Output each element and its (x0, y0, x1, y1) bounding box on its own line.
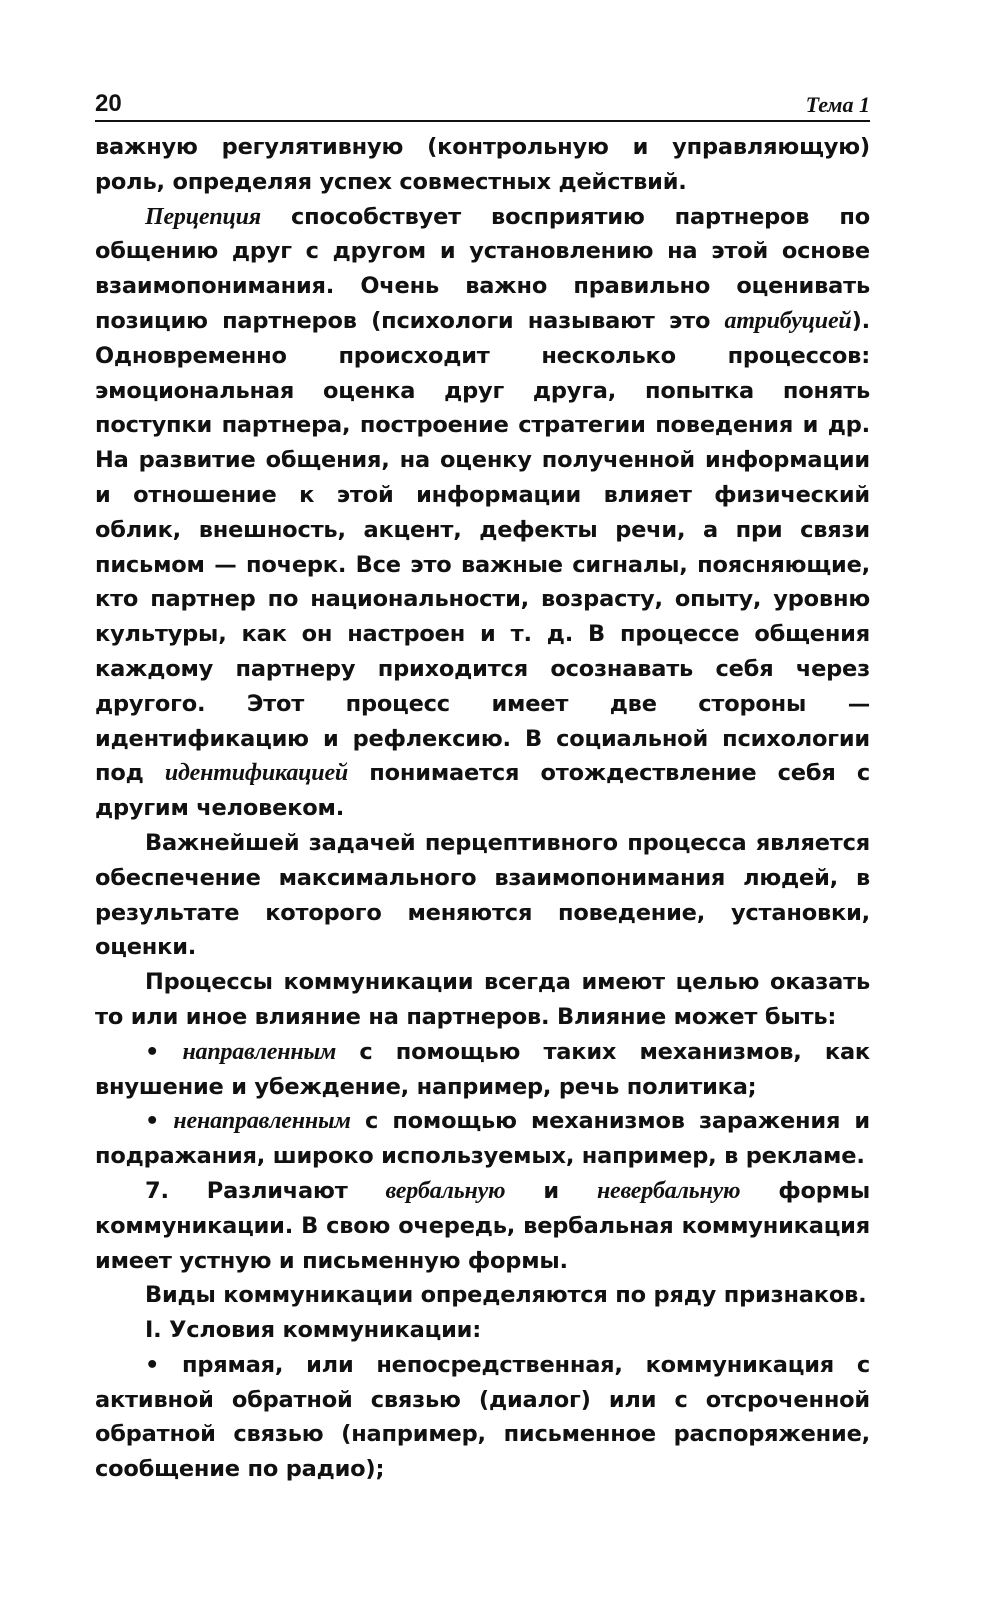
term-undirected: ненаправленным (173, 1108, 351, 1135)
paragraph-3 (95, 826, 870, 965)
running-header (95, 78, 870, 122)
list-item-direct-communication (95, 1348, 870, 1487)
text-segment: I. Условия коммуникации: (145, 1317, 482, 1344)
term-verbal: вербальную (385, 1177, 506, 1204)
text-segment: формы коммуникации. В свою очередь, вербальная коммуникация имеет устную и письменную формы. (95, 1177, 870, 1274)
paragraph-1 (95, 130, 870, 200)
book-page (95, 78, 870, 1487)
text-segment: Виды коммуникации определяются по ряду признаков. (145, 1282, 867, 1309)
bullet: • (145, 1108, 174, 1135)
bullet: • (145, 1038, 183, 1065)
term-identification: идентификацией (164, 760, 349, 787)
text-segment: с помощью таких механизмов, как внушение и убеждение, например, речь политика; (95, 1038, 870, 1100)
text-segment: Процессы коммуникации всегда имеют целью оказать то или иное влияние на партнеров. Влияние может быть: (95, 969, 870, 1030)
text-segment: понимается отождествление себя с другим человеком. (95, 760, 870, 822)
list-item-undirected (95, 1104, 870, 1174)
text-segment: 7. Различают (145, 1177, 386, 1204)
text-segment: с помощью механизмов заражения и подражания, широко используемых, например, в рекламе. (95, 1108, 870, 1170)
body-text (95, 130, 870, 1487)
paragraph-8 (95, 1278, 870, 1313)
text-segment: и (505, 1177, 597, 1204)
term-attribution: атрибуцией (724, 307, 852, 334)
term-perception: Перцепция (145, 203, 261, 230)
paragraph-9 (95, 1313, 870, 1348)
term-directed: направленным (182, 1038, 337, 1065)
text-segment: • прямая, или непосредственная, коммуникация с активной обратной связью (диалог) или с отсроченной обратной связью (например, письменное распоряжение, сообщение по радио); (95, 1351, 870, 1483)
section-title: Тема 1 (805, 92, 870, 117)
paragraph-2 (95, 200, 870, 826)
page-number: 20 (95, 90, 122, 117)
paragraph-4 (95, 965, 870, 1035)
text-segment: важную регулятивную (контрольную и управляющую) роль, определяя успех совместных действий. (95, 134, 870, 195)
paragraph-7 (95, 1174, 870, 1278)
term-nonverbal: невербальную (596, 1177, 741, 1204)
text-segment: способствует восприятию партнеров по общению друг с другом и установлению на этой основе взаимопонимания. Очень важно правильно оценивать позицию партнеров (психологи называют это (95, 203, 870, 334)
text-segment: Важнейшей задачей перцептивного процесса является обеспечение максимального взаимопонимания людей, в результате которого меняются поведение, установки, оценки. (95, 829, 870, 961)
text-segment: ). Одновременно происходит несколько процессов: эмоциональная оценка друг друга, попытка понять поступки партнера, построение стратегии поведения и др. На развитие общения, на оценку полученной информации и отношение к этой информации влияет физический облик, внешность, акцент, дефекты речи, а при связи письмом — почерк. Все это важные сигналы, поясняющие, кто партнер по национальности, возрасту, опыту, уровню культуры, как он настроен и т. д. В процессе общения каждому партнеру приходится осознавать себя через другого. Этот процесс имеет две стороны — идентификацию и рефлексию. В социальной психологии под (95, 307, 870, 787)
list-item-directed (95, 1035, 870, 1105)
